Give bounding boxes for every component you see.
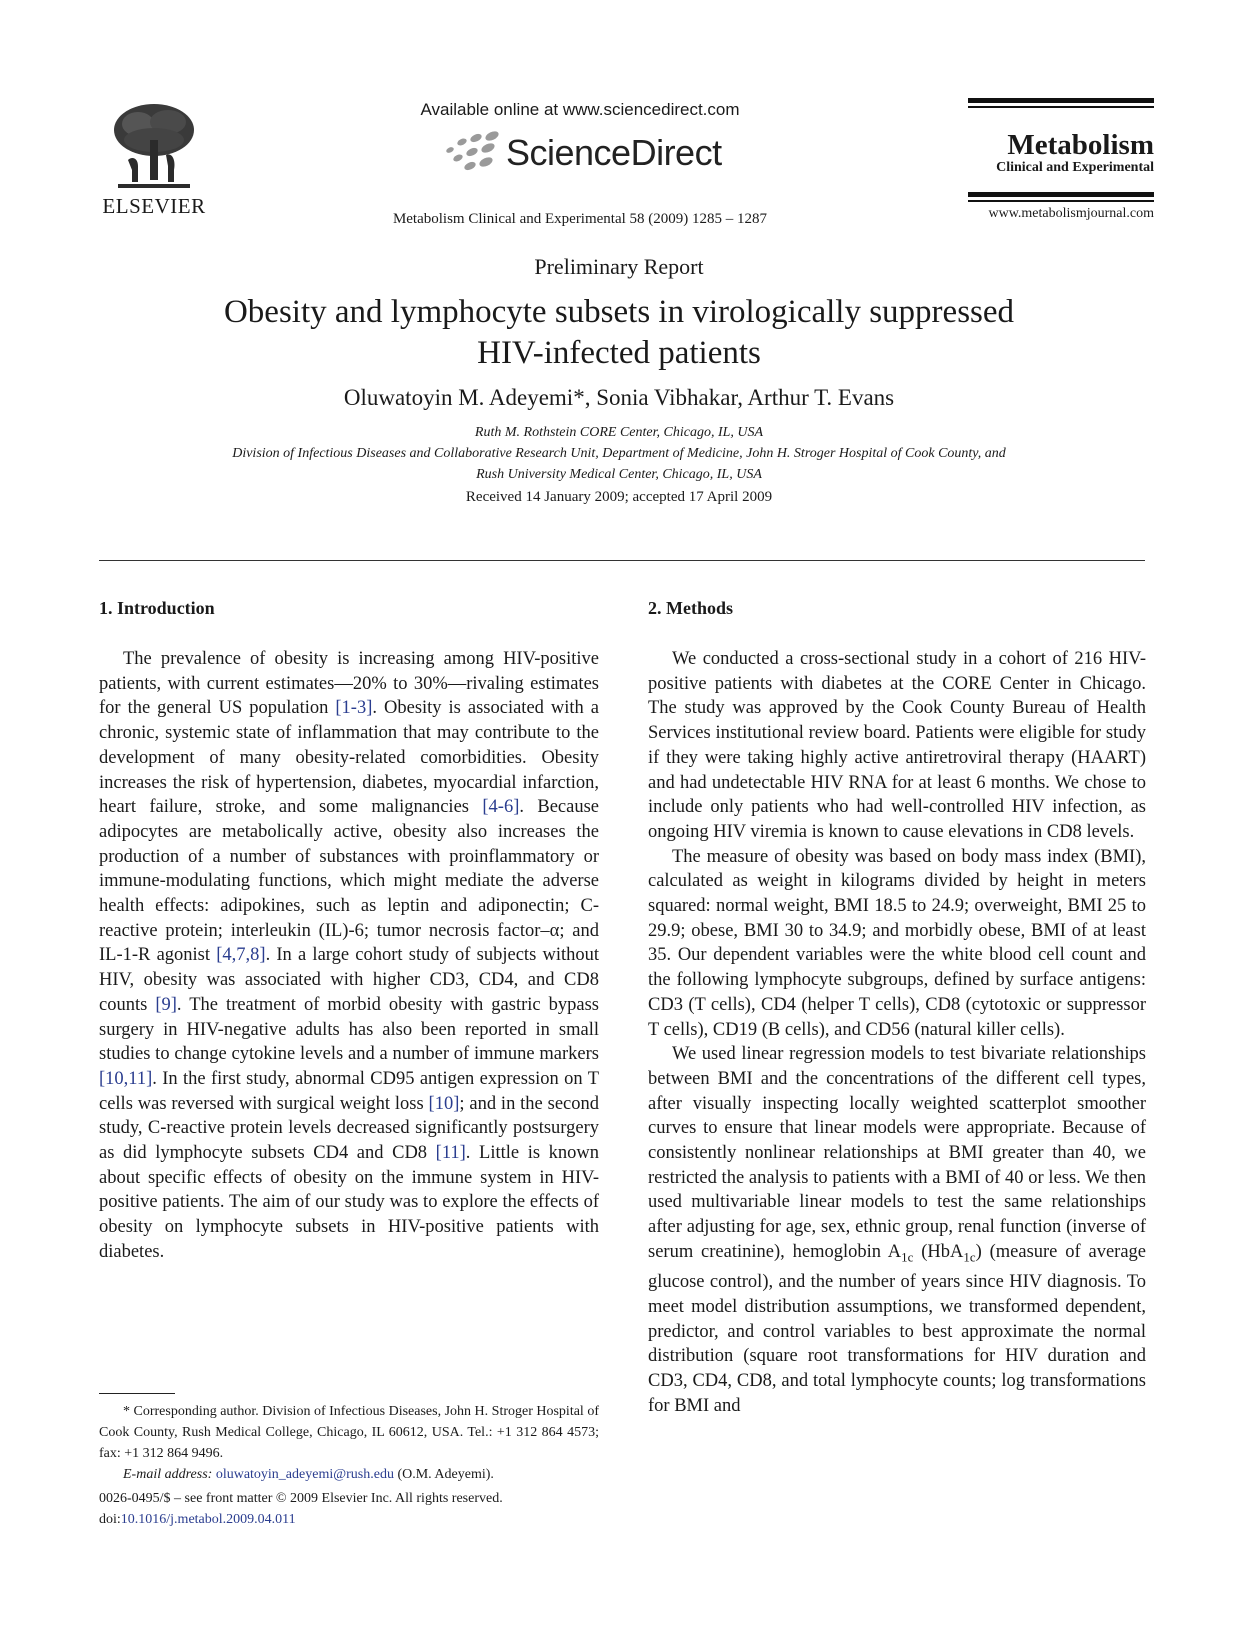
introduction-paragraph: The prevalence of obesity is increasing among HIV-positive patients, with current estimates—20% to 30%—rivaling estimates for the general US population [1-3]. Obesity is associated with a chronic, systemic state of inflammation that may contribute to the development of many obesity-related comorbidities. Obesity increases the risk of hypertension, diabetes, myocardial infarction, heart failure, stroke, and some malignancies [4-6]. Because adipocytes are metabolically active, obesity also increases the production of a number of substances with proinflammatory or immune-modulating functions, which might mediate the adverse health effects: adipokines, such as leptin and adiponectin; C-reactive protein; interleukin (IL)-6; tumor necrosis factor–α; and IL-1-R agonist [4,7,8]. In a large cohort study of subjects without HIV, obesity was associated with higher CD3, CD4, and CD8 counts [9]. The treatment of morbid obesity with gastric bypass surgery in HIV-negative adults has also been reported in small studies to change cytokine levels and a number of immune markers [10,11]. In the first study, abnormal CD95 antigen expression on T cells was reversed with surgical weight loss [10]; and in the second study, C-reactive protein levels decreased significantly postsurgery as did lymphocyte subsets CD4 and CD8 [11]. Little is known about specific effects of obesity on the immune system in HIV-positive patients. The aim of our study was to explore the effects of obesity on lymphocyte subsets in HIV-positive patients with diabetes. (99, 649, 600, 1262)
citation-link[interactable]: [4-6] (482, 797, 520, 818)
title-line-1: Obesity and lymphocyte subsets in virologically suppressed (223, 294, 1015, 330)
citation-link[interactable]: [11] (435, 1143, 466, 1164)
available-online-text: Available online at www.sciencedirect.com (420, 100, 740, 119)
article-type: Preliminary Report (534, 254, 704, 279)
methods-paragraph-3: We used linear regression models to test bivariate relationships between BMI and the concentrations of the different cell types, after visually inspecting locally weighted scatterplot smoother curves to ensure that linear models were appropriate. Because of consistently nonlinear relationships at BMI greater than 40, we restricted the analysis to patients with a BMI of 40 or less. We then used multivariable linear models to test the same relationships after adjusting for age, sex, ethnic group, renal function (inverse of serum creatinine), hemoglobin $A_{1c}$ (HbA$_{1c}$) (measure of average glucose control), and the number of years since HIV diagnosis. To meet model distribution assumptions, we transformed dependent, predictor, and control variables to best approximate the normal distribution (square root transformations for HIV duration and CD3, CD4, CD8, and total lymphocyte counts; log transformations for BMI and (648, 1044, 1146, 1416)
header-divider (99, 560, 1145, 561)
journal-masthead (968, 98, 1154, 222)
sciencedirect-dots-icon (440, 130, 506, 178)
elsevier-logo (98, 100, 210, 219)
journal-citation: Metabolism Clinical and Experimental 58 (2009) 1285 – 1287 (392, 211, 768, 227)
sciencedirect-logo (440, 130, 760, 180)
masthead-rule-top (968, 98, 1154, 103)
doi-link[interactable]: 10.1016/j.metabol.2009.04.011 (120, 1512, 296, 1527)
methods-paragraph-1: We conducted a cross-sectional study in a cohort of 216 HIV-positive patients with diabetes at the CORE Center in Chicago. The study was approved by the Cook County Bureau of Health Services institutional review board. Patients were eligible for study if they were taking highly active antiretroviral therapy (HAART) and had undetectable HIV RNA for at least 6 months. We chose to include only patients who had well-controlled HIV infection, as ongoing HIV viremia is known to cause elevations in CD8 levels. (648, 649, 1146, 842)
methods-body (648, 647, 1146, 1418)
footnote-email: E-mail address: oluwatoyin_adeyemi@rush.edu (O.M. Adeyemi). (123, 1467, 494, 1482)
section-heading-introduction: 1. Introduction (99, 598, 215, 618)
affiliation-1: Ruth M. Rothstein CORE Center, Chicago, IL, USA (474, 425, 764, 440)
citation-link[interactable]: [1-3] (335, 698, 373, 719)
article-title (100, 292, 1138, 374)
front-matter (99, 1488, 619, 1530)
sciencedirect-wordmark: ScienceDirect (506, 132, 722, 173)
title-line-2: HIV-infected patients (477, 335, 761, 371)
received-dates: Received 14 January 2009; accepted 17 April 2009 (465, 489, 773, 505)
citation-link[interactable]: [10,11] (99, 1068, 153, 1089)
citation-link[interactable]: [4,7,8] (216, 945, 266, 966)
email-link[interactable]: oluwatoyin_adeyemi@rush.edu (215, 1467, 394, 1482)
doi-line: doi:10.1016/j.metabol.2009.04.011 (99, 1512, 296, 1527)
corresponding-author-footnote (99, 1401, 599, 1485)
affiliation-3: Rush University Medical Center, Chicago, IL, USA (476, 467, 762, 482)
footnote-divider (99, 1393, 175, 1394)
introduction-body (99, 647, 599, 1265)
masthead-rule-top-thin (968, 106, 1154, 108)
copyright-line: 0026-0495/$ – see front matter © 2009 Elsevier Inc. All rights reserved. (99, 1491, 503, 1506)
elsevier-wordmark: ELSEVIER (102, 194, 206, 218)
citation-link[interactable]: [10] (428, 1093, 460, 1114)
affiliation-2: Division of Infectious Diseases and Collaborative Research Unit, Department of Medicine, John H. Stroger Hospital of Cook County, and (232, 446, 1006, 461)
author-list: Oluwatoyin M. Adeyemi*, Sonia Vibhakar, Arthur T. Evans (343, 385, 895, 410)
masthead-rule-bottom-thin (968, 200, 1154, 202)
footnote-text: * Corresponding author. Division of Infectious Diseases, John H. Stroger Hospital of Cook County, Rush Medical College, Chicago, IL 60612, USA. Tel.: +1 312 864 4573; fax: +1 312 864 9496. (99, 1404, 599, 1461)
methods-paragraph-2: The measure of obesity was based on body mass index (BMI), calculated as weight in kilograms divided by height in meters squared: normal weight, BMI 18.5 to 24.9; overweight, BMI 25 to 29.9; obese, BMI 30 to 34.9; and morbidly obese, BMI of at least 35. Our dependent variables were the white blood cell count and the following lymphocyte subgroups, defined by surface antigens: CD3 (T cells), CD4 (helper T cells), CD8 (cytotoxic or suppressor T cells), CD19 (B cells), and CD56 (natural killer cells). (648, 846, 1146, 1040)
citation-link[interactable]: [9] (155, 994, 177, 1015)
section-heading-methods: 2. Methods (648, 598, 733, 618)
journal-subtitle: Clinical and Experimental (996, 160, 1154, 175)
journal-url[interactable]: www.metabolismjournal.com (988, 206, 1154, 221)
masthead-rule-bottom (968, 192, 1154, 197)
elsevier-tree-icon (108, 100, 200, 192)
journal-name: Metabolism (1007, 129, 1154, 161)
